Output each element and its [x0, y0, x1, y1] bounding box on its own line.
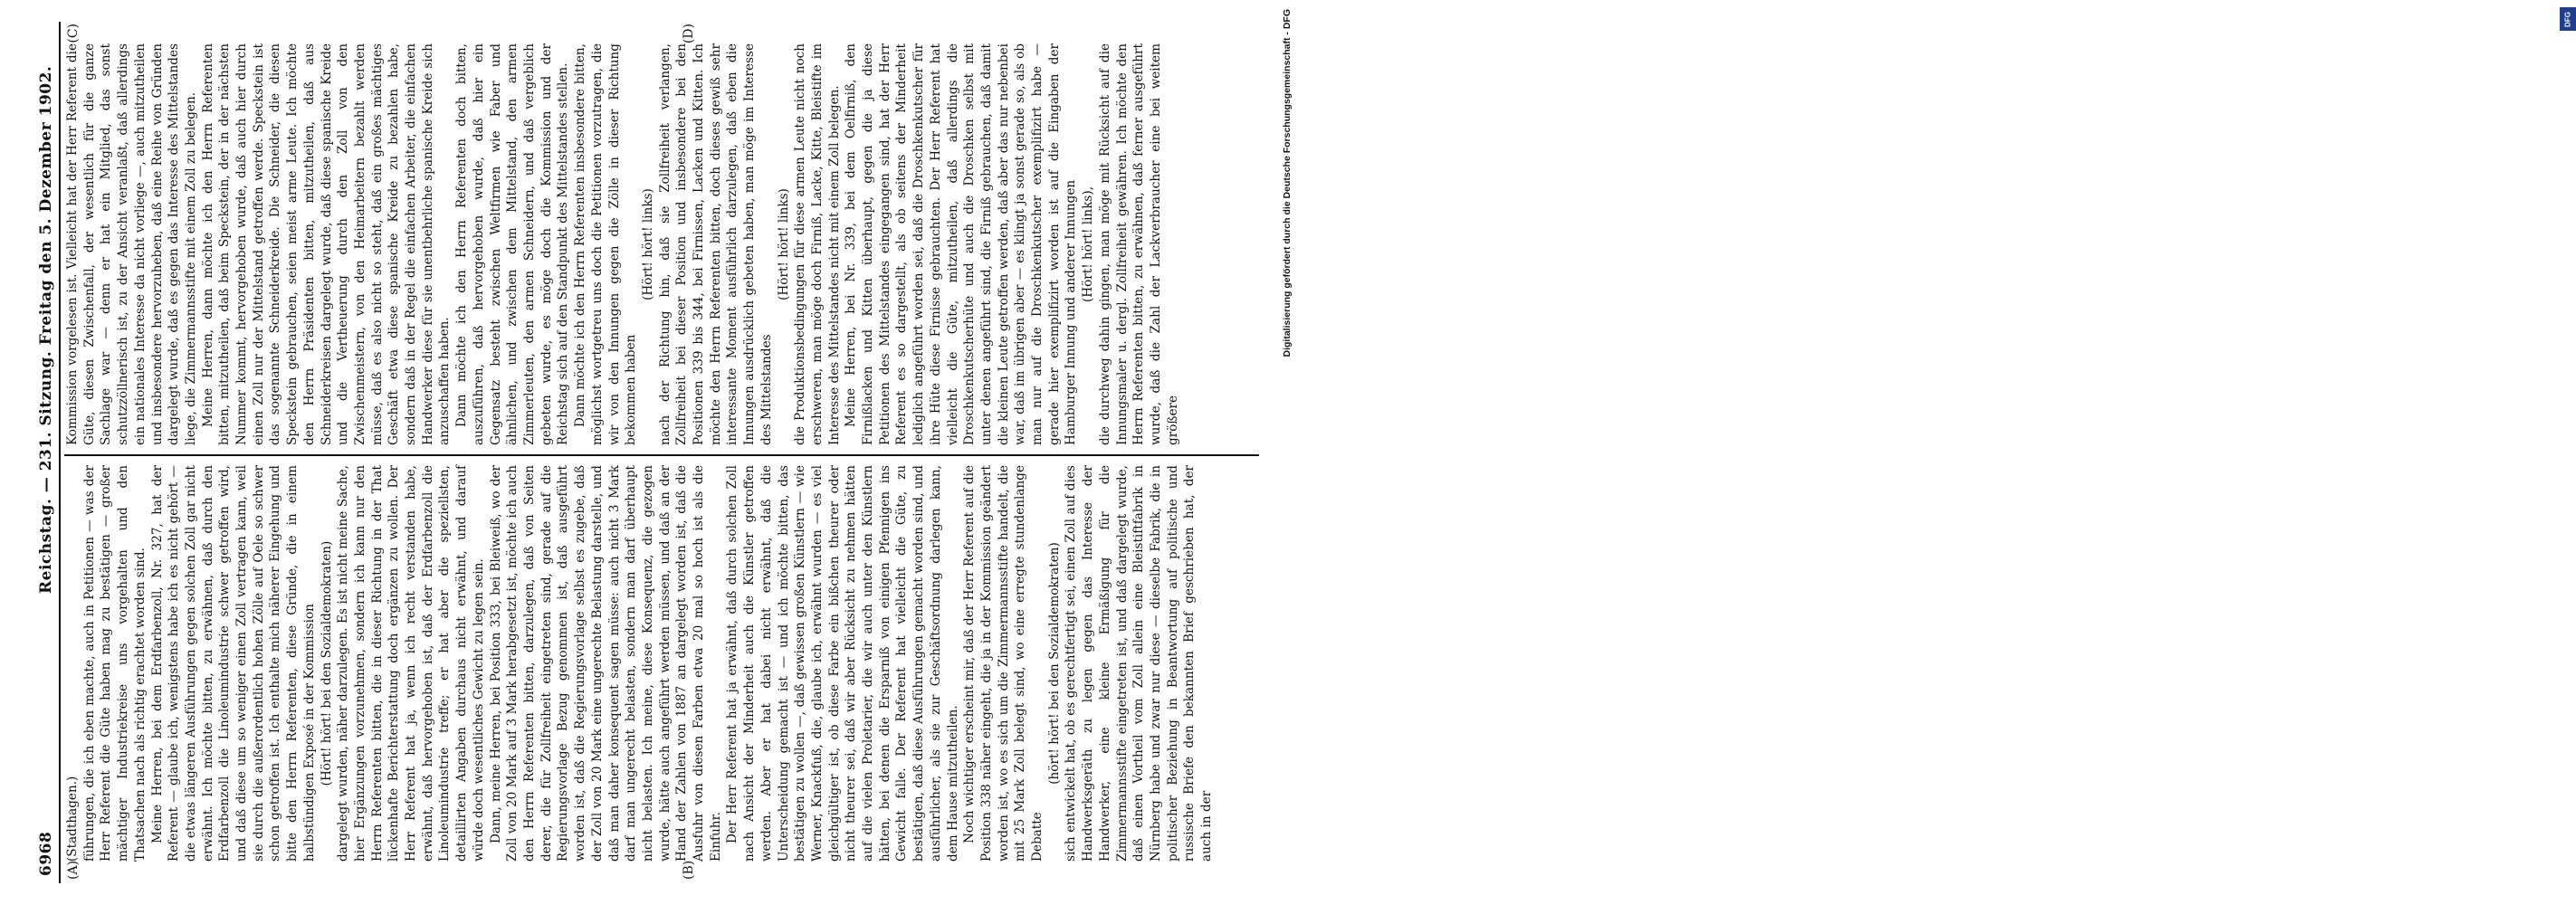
interjection: (Hört! hört! links),: [1081, 186, 1096, 303]
margin-letter-d: (D): [682, 24, 696, 44]
interjection: (hört! hört! bei den Sozialdemokraten): [1046, 542, 1062, 785]
paragraph: dargelegt wurden, näher darzulegen. Es ist nicht meine Sache, hier Ergänzungen vorzunehmen, sondern ich kann nur den Herrn Referenten bitten, die in dieser Richtung in der That lückenhafte Berichterstattung doch ergänzen zu wollen. Der Herr Referent hat ja, wenn ich recht verstanden habe, erwähnt, daß hervorgehoben ist, daß der Erdfarbenzoll die Linoleumindustrie treffe; er hat aber die speziellsten, detaillirten Angaben durchaus nicht erwähnt, und darauf würde doch wesentliches Gewicht zu legen sein.: [336, 465, 486, 862]
paragraph: Dann möchte ich den Herrn Referenten insbesondere bitten, möglichst wortgetreu uns doch die Petitionen vorzutragen, die wir von den Innungen gegen die Zölle in dieser Richtung bekommen haben: [573, 43, 639, 445]
page-header: [33, 22, 57, 883]
speaker-tag: (Stadthagen.): [65, 776, 80, 862]
paragraph: Dann, meine Herren, bei Position 333, bei Bleiweiß, wo der Zoll von 20 Mark auf 3 Mark herabgesetzt ist, möchte ich auch den Herrn Referenten bitten, darzulegen, daß von Seiten derer, die für Zollfreiheit eingetreten sind, gerade auf die Regierungsvorlage Bezug genommen ist, daß ausgeführt worden ist, daß die Regierungsvorlage selbst es zugebe, daß der Zoll von 20 Mark eine ungerechte Belastung darstelle, und daß man daher konsequent sagen müsse: auch nicht 3 Mark darf man ungerecht belasten, sondern man darf überhaupt nicht belasten. Ich meine, diese Konsequenz, die gezogen wurde, hätte auch angeführt werden müssen, und daß an der Hand der Zahlen von 1887 an dargelegt worden ist, daß die Ausfuhr von diesen Farben etwa 20 mal so hoch ist als die Einfuhr.: [488, 465, 723, 862]
interjection: (Hört! hört! bei den Sozialdemokraten): [319, 540, 334, 786]
paragraph: nach der Richtung hin, daß sie Zollfreiheit verlangen, Zollfreiheit bei dieser Position und insbesondere bei den Positionen 339 bis 344, bei Firnissen, Lacken und Kitten. Ich möchte den Herrn Referenten bitten, doch dieses gewiß sehr interessante Moment ausführlich darzulegen, daß eben die Innungen ausdrücklich gebeten haben, man möge im Interesse des Mittelstandes: [657, 43, 774, 445]
paragraph: die durchweg dahin gingen, man möge mit Rücksicht auf die Innungsmaler u. dergl. Zollfreiheit gewähren. Ich möchte den Herrn Referenten bitten, zu erwähnen, daß ferner ausgeführt wurde, daß die Zahl der Lackverbraucher eine bei weitem größere: [1097, 43, 1180, 445]
dfg-logo-text: DFG: [2563, 12, 2572, 27]
paragraph: Meine Herren, dann möchte ich den Herrn Referenten bitten, mitzutheilen, daß beim Speckstein, der in der nächsten Nummer kommt, hervorgehoben wurde, daß auch hier durch einen Zoll nur der Mittelstand getroffen werde. Speckstein ist das sogenannte Schneiderkreide. Die Schneider, die diesen Speckstein gebrauchen, seien meist arme Leute. Ich möchte den Herrn Präsidenten bitten, mitzutheilen, daß aus Schneiderkreisen dargelegt wurde, daß diese spanische Kreide und die Vertheuerung durch den Zoll von den Zwischenmeistern, von den Heimarbeitern bezahlt werden müsse, daß es also nicht so steht, daß ein großes mächtiges Geschäft etwa diese spanische Kreide zu bezahlen habe, sondern daß in der Regel die einfachen Arbeiter, die einfachen Handwerker diese für sie unentbehrliche spanische Kreide sich anzuschaffen haben.: [200, 43, 453, 445]
paragraph: Dann möchte ich den Herrn Referenten doch bitten, auszuführen, daß hervorgehoben wurde, daß hier ein Gegensatz besteht zwischen Weltfirmen wie Faber und ähnlichen, und zwischen dem Mittelstand, den armen Zimmerleuten, den armen Schneidern, und daß vergeblich gebeten wurde, es möge doch die Kommission und der Reichstag sich auf den Standpunkt des Mittelstandes stellen.: [454, 43, 571, 445]
paragraph: Der Herr Referent hat ja erwähnt, daß durch solchen Zoll nach Ansicht der Minderheit auch die Künstler getroffen werden. Aber er hat dabei nicht erwähnt, daß die Unterscheidung gemacht ist — und ich möchte bitten, das bestätigen zu wollen —, daß gewissen großen Künstlern — wie Werner, Knackfuß, die, glaube ich, erwähnt wurden — es viel gleichgültiger ist, ob diese Farbe ein bißchen theurer oder nicht theurer sei, daß wir aber Rücksicht zu nehmen hätten auf die vielen Proletarier, die wir auch unter den Künstlern hätten, bei denen die Ersparniß von einigen Pfennigen ins Gewicht falle. Der Referent hat vielleicht die Güte, zu bestätigen, daß diese Ausführungen gemacht worden sind, und ausführlicher, als sie zur Geschäftsordnung darlegen kann, dem Hause mitzutheilen.: [725, 465, 960, 862]
left-column: [64, 465, 1259, 862]
right-column: [64, 43, 1259, 445]
margin-letter-a: (A): [66, 860, 81, 880]
digitization-note: Digitalisierung gefördert durch die Deutsche Forschungsgemeinschaft - DFG: [1282, 9, 1293, 357]
page-number: 6968: [37, 831, 55, 876]
paragraph: Kommission vorgelesen ist. Vielleicht hat der Herr Referent die Güte, diesen Zwischenfall, der wesentlich für die ganze Sachlage war — denn er hat ein Mitglied, das sonst schutzzöllnerisch ist, zu der Ansicht veranlaßt, daß allerdings ein nationales Interesse da nicht vorliege —, auch mitzutheilen und insbesondere hervorzuheben, daß eine Reihe von Gründen dargelegt wurde, daß es gegen das Interesse des Mittelstandes liege, die Zimmermannsstifte mit einem Zoll zu belegen.: [65, 43, 198, 445]
paragraph: führungen, die ich eben machte, auch in Petitionen — was der Herr Referent die Güte haben mag zu bestätigen — großer mächtiger Industriekreise uns vorgehalten und den Thatsachen nach als richtig erachtet worden sind.: [81, 465, 148, 862]
margin-letter-b: (B): [682, 860, 696, 880]
running-title: Reichstag. — 231. Sitzung. Freitag den 5. Dezember 1902.: [37, 65, 55, 594]
interjection: (Hört! hört! links): [776, 188, 791, 300]
paragraph: sich entwickelt hat, ob es gerechtfertigt sei, einen Zoll auf dies Handwerksgeräth zu legen gegen das Interesse der Handwerker, eine kleine Ermäßigung für die Zimmermannsstifte eingetreten ist, und daß dargelegt wurde, daß einen Vortheil vom Zoll allein eine Bleistiftfabrik in Nürnberg habe und zwar nur diese — dieselbe Fabrik, die in politischer Beziehung in Beantwortung auf politische und russische Briefe den bekannten Brief geschrieben hat, der auch in der: [1064, 465, 1215, 862]
paragraph: die Produktionsbedingungen für diese armen Leute nicht noch erschweren, man möge doch Firniß, Lacke, Kitte, Bleistifte im Interesse des Mittelstandes nicht mit einem Zoll belegen.: [793, 43, 842, 445]
dfg-logo-icon: [2560, 7, 2576, 31]
paragraph: Meine Herren, bei Nr. 339, bei dem Oelfirniß, den Firnißlacken und Kitten überhaupt, gegen die ja diese Petitionen des Mittelstandes eingegangen sind, hat der Herr Referent es so dargestellt, als ob seitens der Minderheit lediglich angeführt worden sei, daß die Droschkenkutscher für ihre Hüte diese Firnisse gebrauchten. Der Herr Referent hat vielleicht die Güte, mitzutheilen, daß allerdings die Droschkenkutscherhüte und auch die Droschken selbst mit unter denen angeführt sind, die Firniß gebrauchen, daß damit die kleinen Leute getroffen werden, daß aber das nur nebenbei war, daß im übrigen aber — es klingt ja sonst gerade so, als ob man nur auf die Droschkenkutscher exemplifizirt habe — gerade hier exemplifizirt worden ist auf die Eingaben der Hamburger Innung und anderer Innungen: [844, 43, 1079, 445]
paragraph: Meine Herren, bei dem Erdfarbenzoll, Nr. 327, hat der Referent — glaube ich, wenigstens habe ich es nicht gehört — die etwas längeren Ausführungen gegen solchen Zoll gar nicht erwähnt. Ich möchte bitten, zu erwähnen, daß durch den Erdfarbenzoll die Linoleumindustrie schwer getroffen wird, und daß diese um so weniger einen Zoll vertragen kann, weil sie durch die außerordentlich hohen Zölle auf Oele so schwer schon getroffen ist. Ich enthalte mich näherer Eingehung und bitte den Herrn Referenten, diese Gründe, die in einem halbstündigen Exposé in der Kommission: [149, 465, 317, 862]
interjection: (Hört! hört! links): [640, 188, 655, 300]
column-divider: [64, 455, 1259, 457]
rotated-page-content: [33, 22, 1264, 883]
header-rule: [59, 22, 61, 883]
paragraph: Noch wichtiger erscheint mir, daß der Herr Referent auf die Position 338 näher eingeht, die ja in der Kommission geändert worden ist, wo es sich um die Zimmermannsstifte handelt, die mit 25 Mark Zoll belegt sind, wo eine erregte stundenlange Debatte: [962, 465, 1045, 862]
margin-letter-c: (C): [66, 24, 81, 43]
